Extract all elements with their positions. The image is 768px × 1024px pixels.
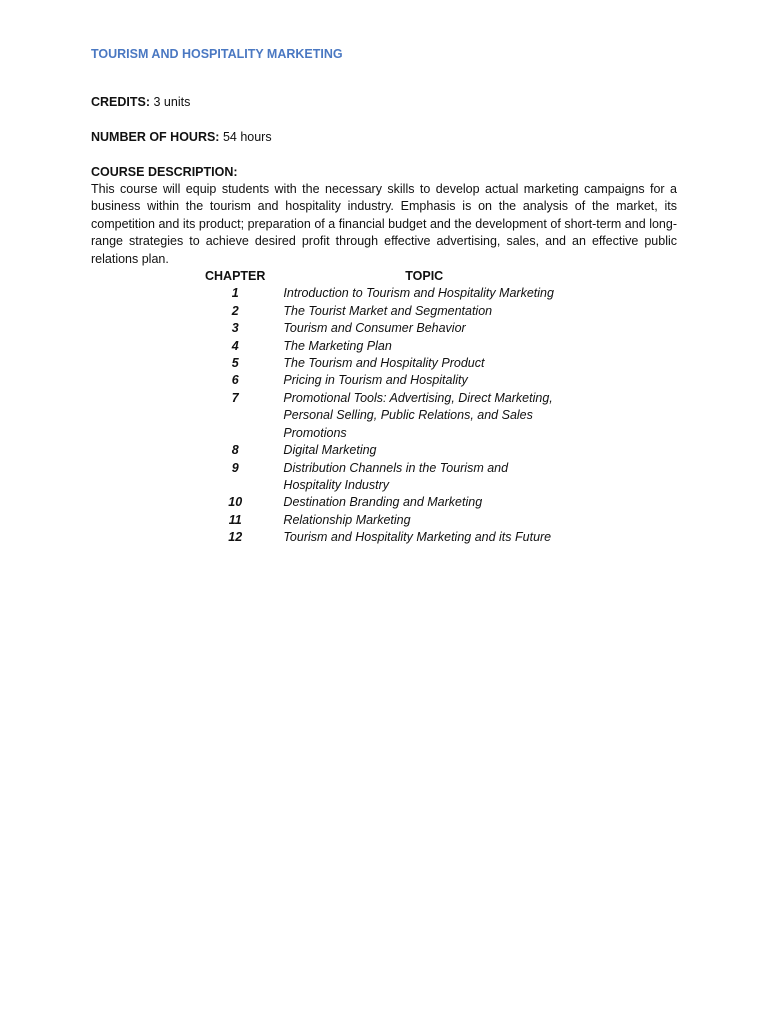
hours-line <box>91 129 677 146</box>
description-heading: COURSE DESCRIPTION: <box>91 165 238 179</box>
table-row <box>205 285 565 302</box>
chapter-number: 9 <box>231 460 239 475</box>
hours-label: NUMBER OF HOURS: <box>91 130 220 144</box>
chapter-topic: Distribution Channels in the Tourism and Hospitality Industry <box>283 460 509 492</box>
table-row <box>205 390 565 442</box>
chapter-column-header: CHAPTER <box>205 269 266 284</box>
topic-column-header: TOPIC <box>405 269 444 284</box>
document-page <box>91 46 677 547</box>
chapter-number: 6 <box>231 373 239 388</box>
chapter-table-header <box>205 268 565 285</box>
chapter-number: 11 <box>228 512 242 527</box>
chapter-number: 4 <box>231 338 239 353</box>
chapter-number: 2 <box>231 303 239 318</box>
chapter-topic: Introduction to Tourism and Hospitality Marketing <box>283 286 554 301</box>
chapter-topic: Promotional Tools: Advertising, Direct Marketing, Personal Selling, Public Relations, and Sales Promotions <box>283 390 553 440</box>
chapter-number: 3 <box>231 321 239 336</box>
chapter-topic: Tourism and Hospitality Marketing and its Future <box>283 530 552 545</box>
table-row <box>205 442 565 459</box>
credits-value: 3 units <box>150 95 191 109</box>
chapter-topic: The Tourism and Hospitality Product <box>283 356 485 371</box>
table-row <box>205 529 565 546</box>
chapter-topic: Tourism and Consumer Behavior <box>283 321 466 336</box>
chapter-number: 5 <box>231 356 239 371</box>
chapter-topic: The Tourist Market and Segmentation <box>283 303 493 318</box>
table-row <box>205 303 565 320</box>
chapter-number: 10 <box>228 495 243 510</box>
table-row <box>205 512 565 529</box>
chapter-topic: Destination Branding and Marketing <box>283 495 483 510</box>
chapter-number: 8 <box>231 443 239 458</box>
document-title: TOURISM AND HOSPITALITY MARKETING <box>91 47 343 61</box>
chapter-topic: Pricing in Tourism and Hospitality <box>283 373 468 388</box>
hours-value: 54 hours <box>219 130 272 144</box>
table-row <box>205 338 565 355</box>
credits-label: CREDITS: <box>91 95 151 109</box>
chapter-number: 7 <box>231 390 239 405</box>
table-row <box>205 355 565 372</box>
table-row <box>205 320 565 337</box>
chapter-topic: Relationship Marketing <box>283 512 411 527</box>
chapter-topic: The Marketing Plan <box>283 338 392 353</box>
table-row <box>205 460 565 495</box>
table-row <box>205 372 565 389</box>
chapter-number: 1 <box>231 286 239 301</box>
credits-line <box>91 94 677 111</box>
table-row <box>205 494 565 511</box>
chapter-table <box>205 268 565 547</box>
chapter-topic: Digital Marketing <box>283 443 377 458</box>
description-body: This course will equip students with the necessary skills to develop actual marketing campaigns for a business within the tourism and hospitality industry. Emphasis is on the analysis of the market, its competition and its product; preparation of a financial budget and the development of short-term and long-range strategies to achieve desired profit through effective advertising, sales, and an effective public relations plan. <box>91 182 677 266</box>
chapter-number: 12 <box>228 530 243 545</box>
